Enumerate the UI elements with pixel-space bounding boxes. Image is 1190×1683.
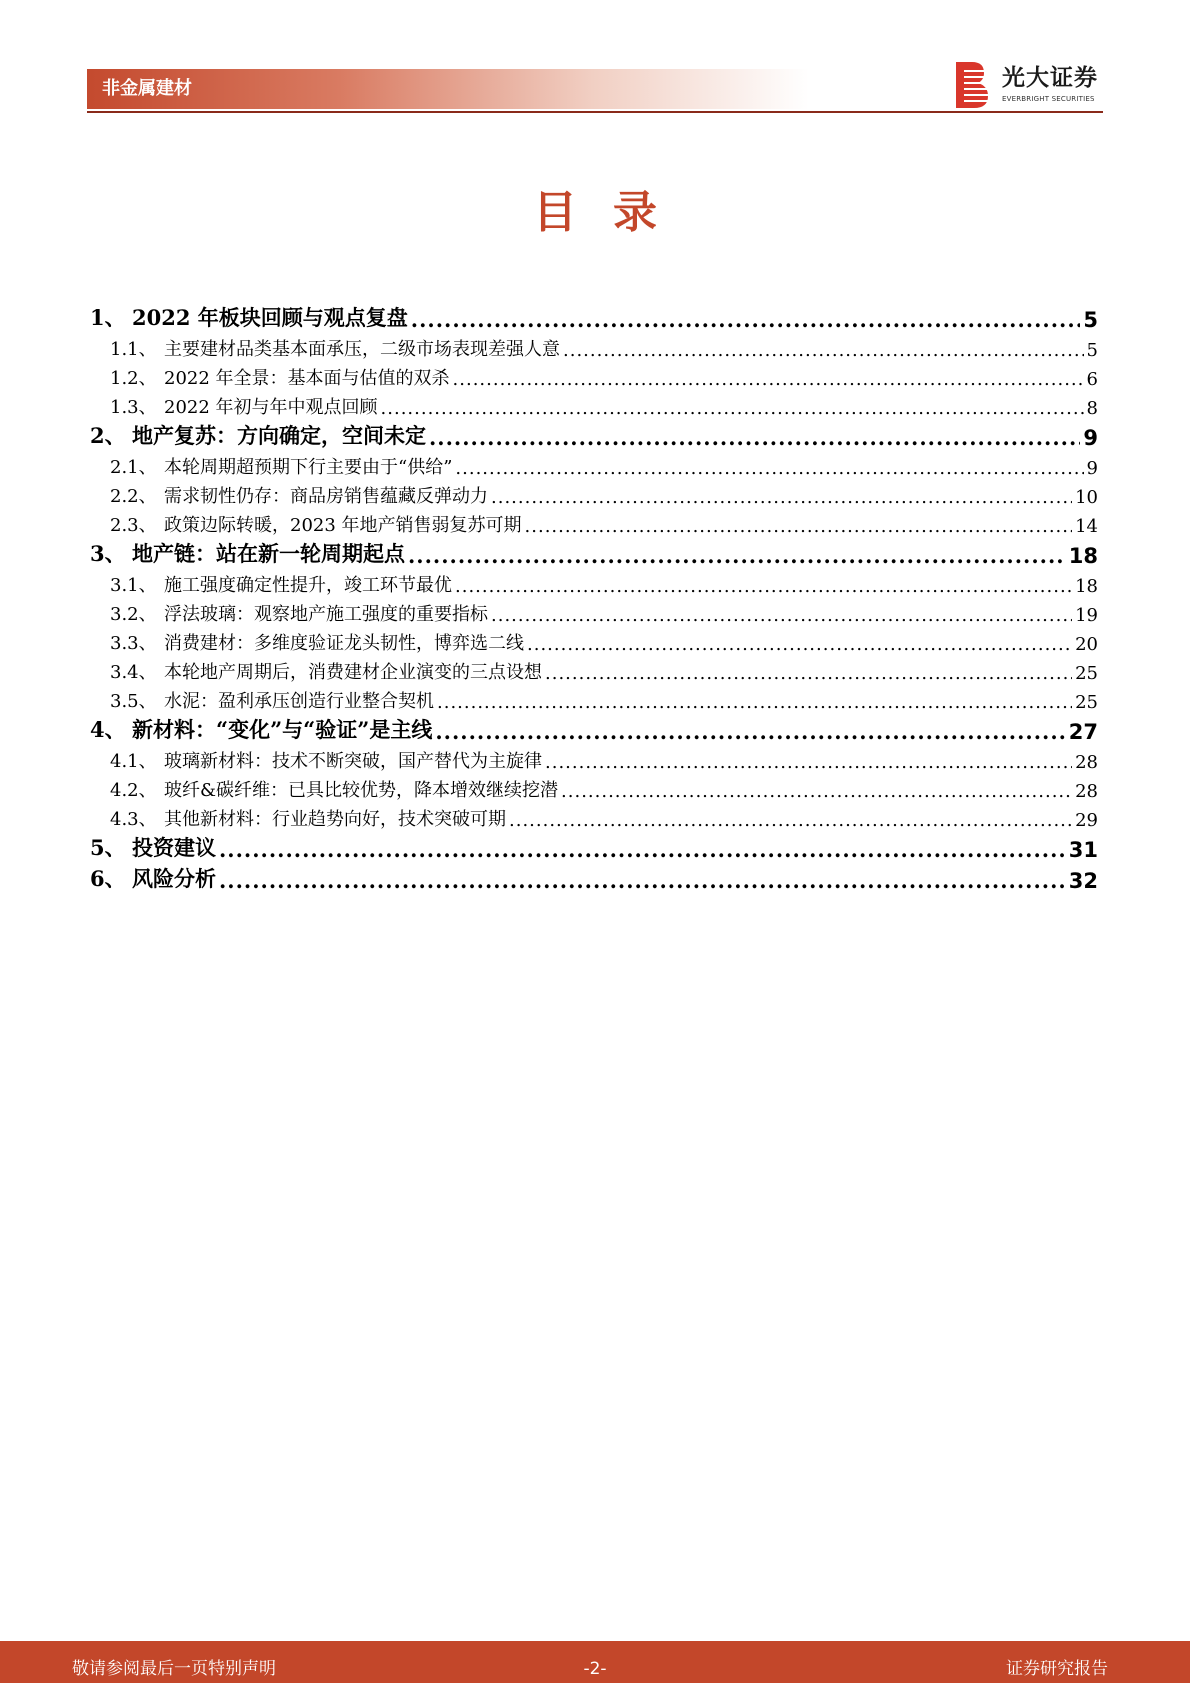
toc-chapter-row[interactable] [90,713,1098,744]
toc-entry-number: 4、 [90,717,126,742]
everbright-logo-icon [954,62,990,108]
toc-dot-leader [545,663,1072,684]
toc-entry-number: 3.1、 [110,575,157,596]
toc-section-row[interactable] [90,802,1098,831]
toc-entry-page[interactable]: 6 [1086,369,1098,390]
toc-dot-leader [491,487,1072,508]
toc-entry-number: 3.2、 [110,604,157,625]
toc-entry-page[interactable]: 9 [1086,458,1098,479]
toc-section-row[interactable] [90,508,1098,537]
header-bar [87,69,809,109]
toc-section-row[interactable] [90,626,1098,655]
toc-dot-leader [455,576,1072,597]
toc-entry-page[interactable]: 10 [1075,487,1098,508]
toc-chapter-row[interactable] [90,537,1098,568]
toc-entry-number: 1.3、 [110,397,157,418]
toc-entry-title[interactable]: 2022 年板块回顾与观点复盘 [132,305,408,330]
toc-entry-page[interactable]: 25 [1075,692,1098,713]
toc-entry-page[interactable]: 28 [1075,781,1098,802]
toc-entry-title[interactable]: 地产复苏：方向确定，空间未定 [132,423,426,448]
toc-entry-page[interactable]: 14 [1075,516,1098,537]
toc-dot-leader [509,810,1072,831]
toc-entry-title[interactable]: 玻璃新材料：技术不断突破，国产替代为主旋律 [164,751,542,772]
table-of-contents [90,301,1098,893]
toc-entry-page[interactable]: 31 [1068,838,1098,862]
toc-entry-page[interactable]: 5 [1086,340,1098,361]
toc-entry-page[interactable]: 32 [1068,869,1098,893]
toc-entry-number: 1、 [90,305,126,330]
toc-entry-title[interactable]: 地产链：站在新一轮周期起点 [132,541,405,566]
toc-section-row[interactable] [90,568,1098,597]
toc-dot-leader [453,369,1084,390]
toc-entry-title[interactable]: 水泥：盈利承压创造行业整合契机 [164,691,434,712]
toc-entry-title[interactable]: 2022 年初与年中观点回顾 [164,397,378,418]
toc-dot-leader [545,752,1072,773]
toc-section-row[interactable] [90,773,1098,802]
toc-entry-title[interactable]: 新材料：“变化”与“验证”是主线 [132,717,433,742]
toc-dot-leader [219,837,1066,862]
toc-section-row[interactable] [90,655,1098,684]
footer-report-type: 证券研究报告 [1006,1659,1108,1679]
toc-entry-title[interactable]: 投资建议 [132,835,216,860]
toc-chapter-row[interactable] [90,862,1098,893]
toc-dot-leader [408,543,1066,568]
toc-dot-leader [527,634,1072,655]
toc-entry-page[interactable]: 9 [1083,426,1098,450]
toc-entry-number: 3.5、 [110,691,157,712]
toc-section-row[interactable] [90,479,1098,508]
toc-entry-number: 5、 [90,835,126,860]
toc-dot-leader [455,458,1083,479]
toc-entry-number: 2、 [90,423,126,448]
toc-entry-page[interactable]: 28 [1075,752,1098,773]
toc-section-row[interactable] [90,597,1098,626]
header-divider [87,111,1103,113]
toc-entry-title[interactable]: 浮法玻璃：观察地产施工强度的重要指标 [164,604,488,625]
toc-entry-number: 3.3、 [110,633,157,654]
toc-dot-leader [437,692,1072,713]
toc-entry-number: 3.4、 [110,662,157,683]
toc-entry-title[interactable]: 本轮周期超预期下行主要由于“供给” [164,457,453,478]
toc-section-row[interactable] [90,390,1098,419]
toc-entry-number: 2.2、 [110,486,157,507]
toc-title: 目录 [533,187,693,238]
toc-dot-leader [219,868,1066,893]
toc-entry-title[interactable]: 消费建材：多维度验证龙头韧性，博弈选二线 [164,633,524,654]
toc-entry-title[interactable]: 风险分析 [132,866,216,891]
toc-entry-page[interactable]: 18 [1068,544,1098,568]
logo-chinese-name: 光大证券 [1002,65,1098,91]
toc-section-row[interactable] [90,361,1098,390]
toc-dot-leader [491,605,1072,626]
toc-entry-page[interactable]: 25 [1075,663,1098,684]
footer-page-number: -2- [583,1659,607,1679]
toc-entry-number: 1.2、 [110,368,157,389]
toc-dot-leader [563,340,1084,361]
footer-disclaimer[interactable]: 敬请参阅最后一页特别声明 [72,1659,276,1679]
toc-dot-leader [429,425,1080,450]
toc-entry-number: 2.1、 [110,457,157,478]
toc-entry-page[interactable]: 18 [1075,576,1098,597]
toc-entry-number: 4.1、 [110,751,157,772]
toc-entry-page[interactable]: 19 [1075,605,1098,626]
toc-dot-leader [561,781,1072,802]
toc-entry-title[interactable]: 本轮地产周期后，消费建材企业演变的三点设想 [164,662,542,683]
toc-entry-number: 6、 [90,866,126,891]
toc-entry-number: 4.2、 [110,780,157,801]
toc-entry-number: 3、 [90,541,126,566]
toc-entry-number: 4.3、 [110,809,157,830]
toc-entry-title[interactable]: 施工强度确定性提升，竣工环节最优 [164,575,452,596]
toc-entry-title[interactable]: 玻纤&碳纤维：已具比较优势，降本增效继续挖潜 [164,780,559,801]
toc-dot-leader [525,516,1073,537]
toc-chapter-row[interactable] [90,831,1098,862]
toc-section-row[interactable] [90,450,1098,479]
toc-section-row[interactable] [90,684,1098,713]
section-label: 非金属建材 [102,78,192,99]
toc-section-row[interactable] [90,744,1098,773]
toc-section-row[interactable] [90,332,1098,361]
toc-entry-number: 1.1、 [110,339,157,360]
toc-entry-title[interactable]: 需求韧性仍存：商品房销售蕴藏反弹动力 [164,486,488,507]
toc-entry-title[interactable]: 政策边际转暖，2023 年地产销售弱复苏可期 [164,515,522,536]
toc-dot-leader [435,719,1065,744]
toc-entry-page[interactable]: 29 [1075,810,1098,831]
toc-chapter-row[interactable] [90,419,1098,450]
toc-chapter-row[interactable] [90,301,1098,332]
toc-entry-page[interactable]: 27 [1068,720,1098,744]
company-logo [954,62,1104,108]
toc-entry-page[interactable]: 20 [1075,634,1098,655]
toc-dot-leader [381,398,1084,419]
toc-dot-leader [411,307,1081,332]
logo-english-name: EVERBRIGHT SECURITIES [1002,95,1095,103]
toc-entry-title[interactable]: 主要建材品类基本面承压，二级市场表现差强人意 [164,339,560,360]
toc-entry-title[interactable]: 2022 年全景：基本面与估值的双杀 [164,368,450,389]
toc-entry-page[interactable]: 8 [1086,398,1098,419]
toc-entry-page[interactable]: 5 [1083,308,1098,332]
toc-entry-title[interactable]: 其他新材料：行业趋势向好，技术突破可期 [164,809,506,830]
toc-entry-number: 2.3、 [110,515,157,536]
